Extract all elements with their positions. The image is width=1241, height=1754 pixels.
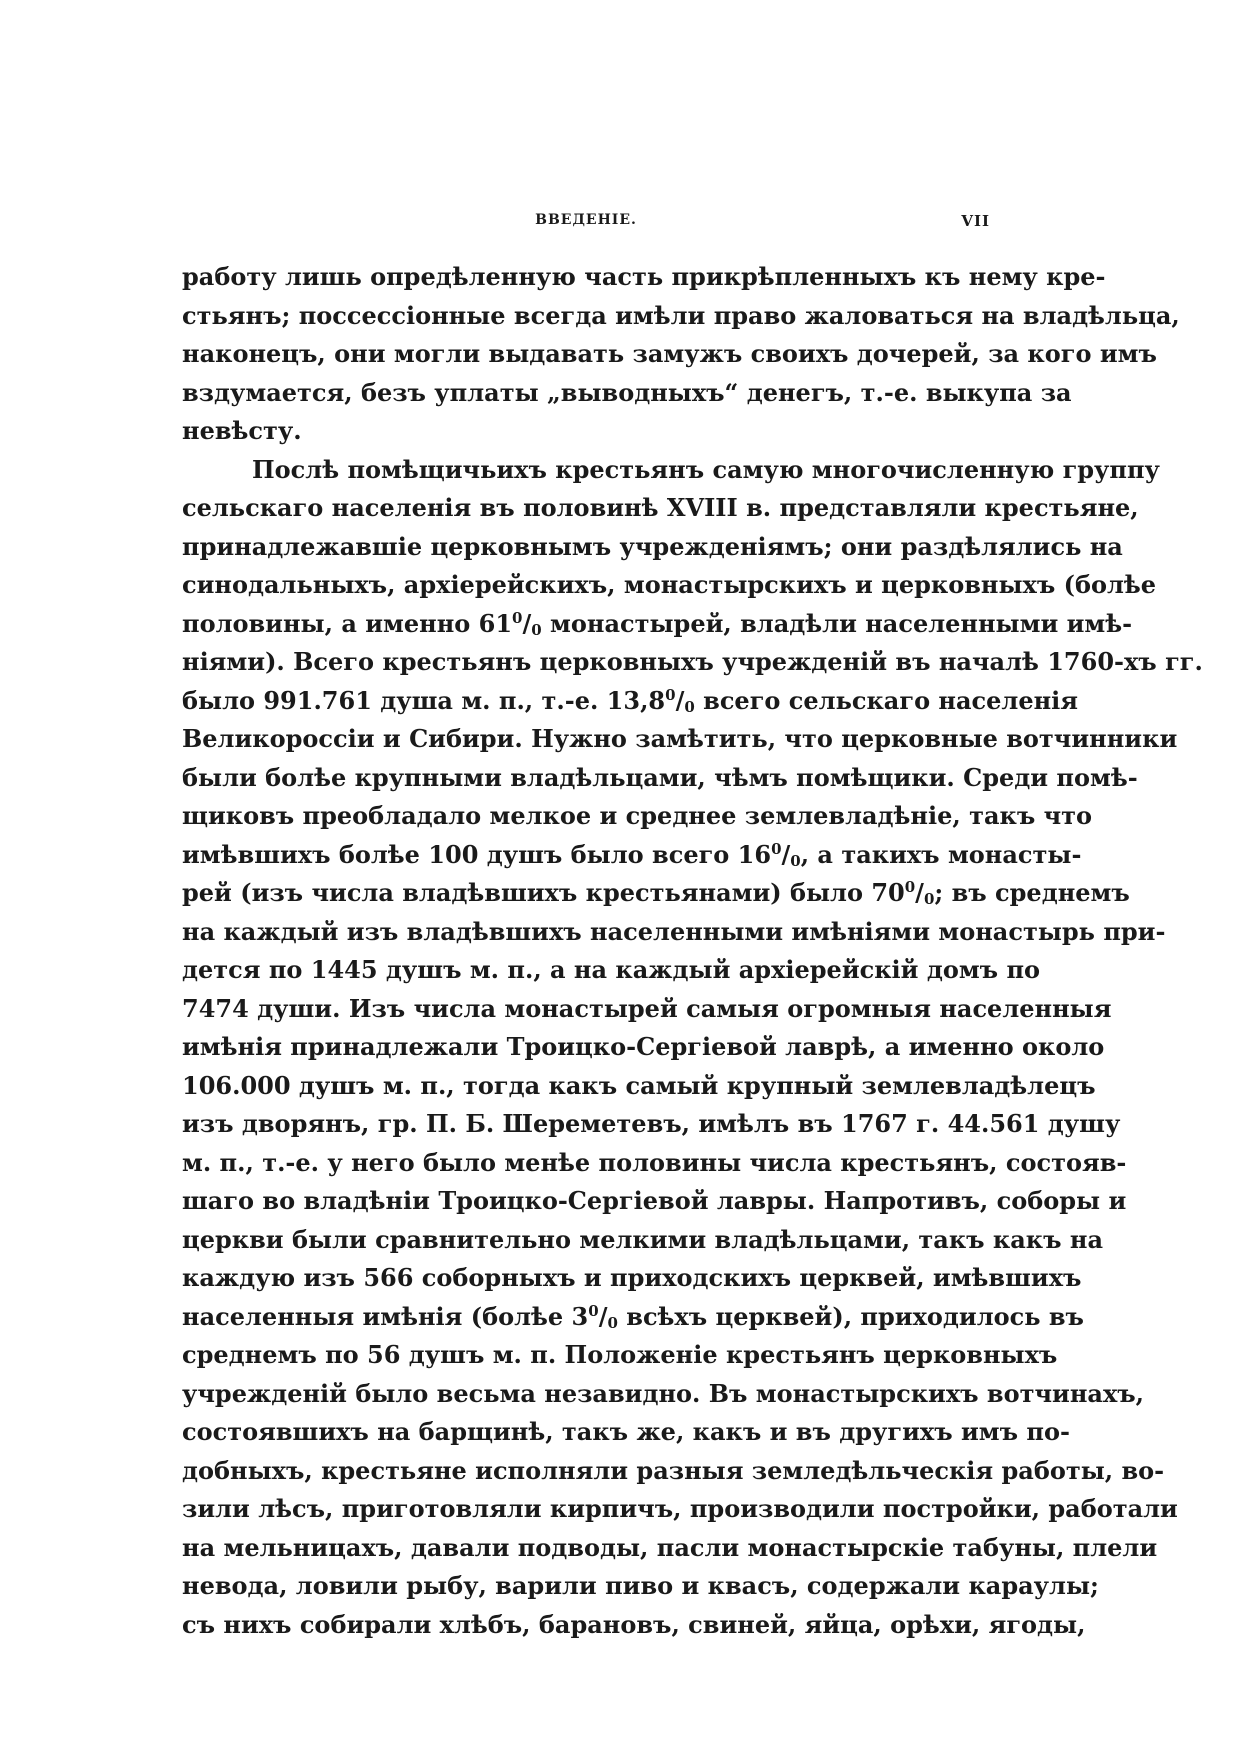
text-line: были болѣе крупными владѣльцами, чѣмъ помѣщики. Среди помѣ- xyxy=(182,762,1138,792)
text-line: населенныя имѣнія (болѣе $3^0/_0$ всѣхъ церквей), приходилось въ xyxy=(182,1301,1084,1332)
text-line: вздумается, безъ уплаты „выводныхъ“ денегъ, т.-е. выкупа за xyxy=(182,377,1072,407)
text-line: половины, а именно $61^0/_0$ монастырей, владѣли населенными имѣ- xyxy=(182,608,1133,639)
text-line: невода, ловили рыбу, варили пиво и квасъ, содержали караулы; xyxy=(182,1571,1099,1600)
text-line: церкви были сравнительно мелкими владѣльцами, такъ какъ на xyxy=(182,1224,1104,1254)
text-line: работу лишь опредѣленную часть прикрѣпленныхъ къ нему кре- xyxy=(182,262,1106,291)
text-line: м. п., т.-е. у него было менѣе половины числа крестьянъ, состояв- xyxy=(182,1147,1127,1177)
text-line: стьянъ; поссессіонные всегда имѣли право жаловаться на владѣльца, xyxy=(182,300,1180,330)
percent-sub: 0 xyxy=(790,851,801,870)
percent-sup: 0 xyxy=(512,608,523,627)
percent-sup: 0 xyxy=(588,1301,599,1320)
text-line: принадлежавшіе церковнымъ учрежденіямъ; они раздѣлялись на xyxy=(182,531,1123,561)
paragraph xyxy=(182,451,1203,1645)
text-line: имѣнія принадлежали Троицко-Сергіевой лаврѣ, а именно около xyxy=(182,1032,1105,1061)
text-line: рей (изъ числа владѣвшихъ крестьянами) было $70^0/_0$; въ среднемъ xyxy=(182,878,1130,908)
text-line: на мельницахъ, давали подводы, пасли монастырскіе табуны, плели xyxy=(182,1532,1158,1562)
running-title: ВВЕДЕНІЕ. xyxy=(535,212,637,228)
text-line: ніями). Всего крестьянъ церковныхъ учрежденій въ началѣ 1760-хъ гг. xyxy=(182,647,1203,676)
percent-sup: 0 xyxy=(904,878,916,896)
text-line: имѣвшихъ болѣе 100 душъ было всего $16^0/_0$, а такихъ монасты- xyxy=(182,839,1082,870)
percent-sub: 0 xyxy=(684,697,695,716)
text-line: было 991.761 душа м. п., т.-е. $13,8^0/_0$ всего сельскаго населенія xyxy=(182,685,1079,716)
text-line: учрежденій было весьма незавидно. Въ монастырскихъ вотчинахъ, xyxy=(182,1378,1145,1408)
text-line: Послѣ помѣщичьихъ крестьянъ самую многочисленную группу xyxy=(252,454,1160,484)
percent-sub: 0 xyxy=(607,1313,618,1332)
text-line: зили лѣсъ, приготовляли кирпичъ, производили постройки, работали xyxy=(182,1494,1178,1523)
text-line: сельскаго населенія въ половинѣ XVIII в. представляли крестьяне, xyxy=(182,493,1139,522)
text-line: 7474 души. Изъ числа монастырей самыя огромныя населенныя xyxy=(182,993,1112,1023)
paragraph xyxy=(182,258,1180,451)
text-line: синодальныхъ, архіерейскихъ, монастырскихъ и церковныхъ (болѣе xyxy=(182,570,1157,599)
text-line: шаго во владѣніи Троицко-Сергіевой лавры. Напротивъ, соборы и xyxy=(182,1186,1127,1215)
text-line: щиковъ преобладало мелкое и среднее землевладѣніе, такъ что xyxy=(182,801,1093,830)
text-line: каждую изъ 566 соборныхъ и приходскихъ церквей, имѣвшихъ xyxy=(182,1263,1082,1292)
percent-sub: 0 xyxy=(923,890,935,908)
text-line: Великороссіи и Сибири. Нужно замѣтить, что церковные вотчинники xyxy=(182,724,1178,753)
text-line: 106.000 душъ м. п., тогда какъ самый крупный землевладѣлецъ xyxy=(182,1070,1096,1100)
text-line: наконецъ, они могли выдавать замужъ своихъ дочерей, за кого имъ xyxy=(182,339,1157,368)
running-head xyxy=(182,212,990,236)
page-number: VII xyxy=(961,212,990,230)
percent-sub: 0 xyxy=(531,620,542,639)
text-line: на каждый изъ владѣвшихъ населенными имѣніями монастырь при- xyxy=(182,916,1166,946)
text-line: дется по 1445 душъ м. п., а на каждый архіерейскій домъ по xyxy=(182,955,1041,984)
body-text xyxy=(182,258,1203,1644)
percent-sup: 0 xyxy=(665,685,676,704)
text-line: изъ дворянъ, гр. П. Б. Шереметевъ, имѣлъ въ 1767 г. 44.561 душу xyxy=(182,1109,1121,1138)
text-line: съ нихъ собирали хлѣбъ, барановъ, свиней, яйца, орѣхи, ягоды, xyxy=(182,1609,1086,1639)
percent-sup: 0 xyxy=(771,839,782,858)
text-line: добныхъ, крестьяне исполняли разныя земледѣльческія работы, во- xyxy=(182,1455,1165,1485)
text-line: невѣсту. xyxy=(182,416,302,445)
text-line: состоявшихъ на барщинѣ, такъ же, какъ и въ другихъ имъ по- xyxy=(182,1417,1070,1446)
text-line: среднемъ по 56 душъ м. п. Положеніе крестьянъ церковныхъ xyxy=(182,1340,1058,1369)
